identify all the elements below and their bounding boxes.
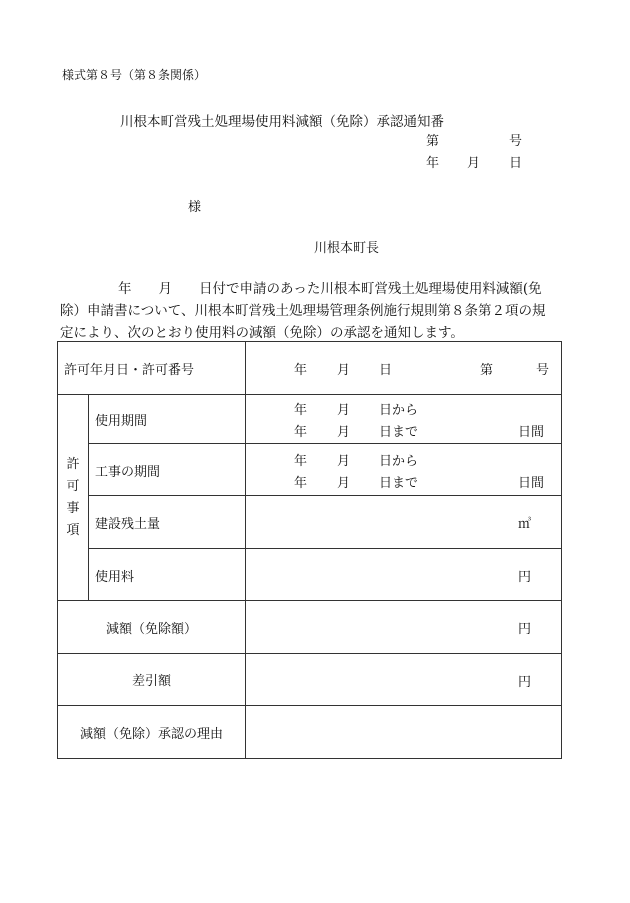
addressee-suffix: 様 [188,200,202,215]
fee-yen: 円 [518,569,532,585]
reduction-yen: 円 [518,622,532,637]
group-char-2: 可 [66,478,80,494]
soil-value-cell [246,496,562,549]
notice-date-day: 日 [509,156,523,171]
reason-value-cell [246,706,562,759]
use-from-month: 月 [337,403,351,418]
use-from-day: 日から [379,403,419,418]
group-char-1: 許 [66,456,80,472]
soil-row [58,496,562,549]
difference-row [58,654,562,706]
body-paragraph [60,278,572,344]
work-to-month: 月 [337,475,351,491]
reduction-label-cell [58,601,246,654]
use-to-year: 年 [294,425,308,440]
body-line-1: 年 月 日付で申請のあった川根本町営残土処理場使用料減額(免 [118,281,542,297]
reason-row [58,706,562,759]
permit-items-label [58,454,88,542]
reduction-row [58,601,562,654]
work-period-row [58,444,562,496]
fee-label: 使用料 [95,569,135,585]
permit-no-suffix: 号 [536,363,550,378]
soil-label-cell [89,496,246,549]
fee-value-cell [246,549,562,601]
permit-month: 月 [337,363,351,378]
work-days-unit: 日間 [518,475,545,491]
permit-items-group-cell [58,395,89,601]
use-period-value-cell [246,395,562,444]
permit-no-prefix: 第 [480,363,494,378]
use-period-row [58,395,562,444]
fee-row [58,549,562,601]
permit-row [58,342,562,395]
reason-label: 減額（免除）承認の理由 [79,726,223,742]
fee-label-cell [89,549,246,601]
use-to-day: 日まで [379,425,419,440]
work-period-label-cell [89,444,246,496]
body-line-3: 定により、次のとおり使用料の減額（免除）の承認を通知します。 [60,325,464,341]
issuer-name: 川根本町長 [314,241,380,256]
permit-year: 年 [294,363,308,378]
permit-day: 日 [379,363,393,378]
use-days-unit: 日間 [518,425,545,440]
work-from-day: 日から [379,453,419,469]
group-char-3: 事 [66,500,80,516]
use-to-month: 月 [337,425,351,440]
permit-label-cell [58,342,246,395]
form-number: 様式第８号（第８条関係） [62,68,207,82]
soil-label: 建設残土量 [95,517,161,532]
group-char-4: 項 [66,522,80,538]
soil-unit: ㎥ [518,517,532,532]
work-from-year: 年 [294,453,308,469]
work-period-label: 工事の期間 [95,464,161,480]
notice-number-prefix: 第 [426,134,440,149]
permit-label: 許可年月日・許可番号 [64,363,195,378]
work-to-year: 年 [294,475,308,491]
work-period-value-cell [246,444,562,496]
reason-label-cell [58,706,246,759]
difference-yen: 円 [518,674,532,690]
difference-label: 差引額 [131,674,171,689]
difference-value-cell [246,654,562,706]
use-period-label-cell [89,395,246,444]
document-title: 川根本町営残土処理場使用料減額（免除）承認通知番 [120,114,444,130]
permit-value-cell [246,342,562,395]
reduction-label: 減額（免除額） [105,621,197,637]
reduction-value-cell [246,601,562,654]
notice-number-suffix: 号 [509,134,523,149]
use-period-label: 使用期間 [95,414,148,429]
difference-label-cell [58,654,246,706]
work-to-day: 日まで [379,475,419,491]
body-line-2: 除）申請書について、川根本町営残土処理場管理条例施行規則第８条第２項の規 [60,303,546,319]
permit-table [57,341,562,759]
work-from-month: 月 [337,453,351,469]
use-from-year: 年 [294,403,308,418]
notice-date-year: 年 [426,156,440,171]
notice-date-month: 月 [467,156,481,171]
